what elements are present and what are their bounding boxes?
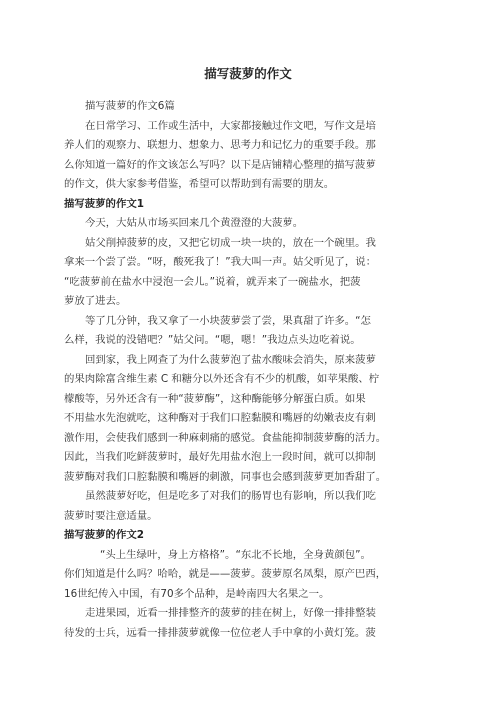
text-line: 的果肉除富含维生素 C 和糖分以外还含有不少的机酸，如苹果酸、柠 xyxy=(64,373,380,385)
text-line: 16世纪传入中国，有70多个品种，是岭南四大名果之一。 xyxy=(64,587,330,600)
text-line: 等了几分钟，我又拿了一小块菠萝尝了尝，果真甜了许多。“怎 xyxy=(85,314,371,327)
document-title: 描写菠萝的作文 xyxy=(204,66,292,81)
text-line: 拿来一个尝了尝。“呀，酸死我了！”我大叫一声。姑父听见了，说： xyxy=(64,256,377,268)
text-line: 么你知道一篇好的作文该怎么写吗？以下是店铺精心整理的描写菠萝 xyxy=(64,158,376,171)
text-line: 描写菠萝的作文6篇 xyxy=(85,100,175,112)
section-heading: 描写菠萝的作文1 xyxy=(64,197,144,210)
text-line: 在日常学习、工作或生活中，大家都接触过作文吧，写作文是培 xyxy=(85,119,376,132)
text-line: 萝放了进去。 xyxy=(64,295,127,307)
text-line: 养人们的观察力、联想力、想象力、思考力和记忆力的重要手段。那 xyxy=(64,139,376,151)
text-line: 菠萝时要注意适量。 xyxy=(64,509,158,522)
text-line: 因此，当我们吃鲜菠萝时，最好先用盐水泡上一段时间，就可以抑制 xyxy=(64,451,376,463)
text-line: 你们知道是什么吗？哈哈，就是——菠萝。菠萝原名凤梨，原产巴西， xyxy=(64,568,387,580)
text-line: 今天，大姑从市场买回来几个黄澄澄的大菠萝。 xyxy=(85,217,304,229)
text-line: 走进果园，近看一排排整齐的菠萝的挂在树上，好像一排排整装 xyxy=(85,607,376,619)
text-line: 回到家，我上网查了为什么菠萝泡了盐水酸味会消失，原来菠萝 xyxy=(85,353,376,366)
text-line: 虽然菠萝好吃，但是吃多了对我们的肠胃也有影响，所以我们吃 xyxy=(85,490,376,502)
text-line: 待发的士兵，远看一排排菠萝就像一位位老人手中拿的小黄灯笼。菠 xyxy=(64,626,376,639)
text-line: 的作文，供大家参考借鉴，希望可以帮助到有需要的朋友。 xyxy=(64,178,335,190)
text-line: 姑父削掉菠萝的皮，又把它切成一块一块的，放在一个碗里。我 xyxy=(85,236,376,249)
text-line: 菠萝酶对我们口腔黏膜和嘴唇的刺激，同事也会感到菠萝更加香甜了。 xyxy=(64,470,387,483)
text-line: “吃菠萝前在盐水中浸泡一会儿。”说着，就弄来了一碗盐水，把菠 xyxy=(64,275,361,288)
text-line: “头上生绿叶，身上方格格”。“东北不长地，全身黄颜包”。 xyxy=(100,548,371,561)
document-body xyxy=(64,97,432,643)
text-line: 檬酸等，另外还含有一种“菠萝酶”，这种酶能够分解蛋白质。如果 xyxy=(64,392,366,405)
section-heading: 描写菠萝的作文2 xyxy=(64,529,144,541)
text-line: 不用盐水先泡就吃，这种酶对于我们口腔黏膜和嘴唇的幼嫩表皮有刺 xyxy=(64,412,376,424)
text-line: 么样，我说的没错吧？”姑父问。“嗯，嗯！”我边点头边吃着说。 xyxy=(64,334,361,346)
text-line: 激作用，会使我们感到一种麻刺痛的感觉。食盐能抑制菠萝酶的活力。 xyxy=(64,431,387,444)
